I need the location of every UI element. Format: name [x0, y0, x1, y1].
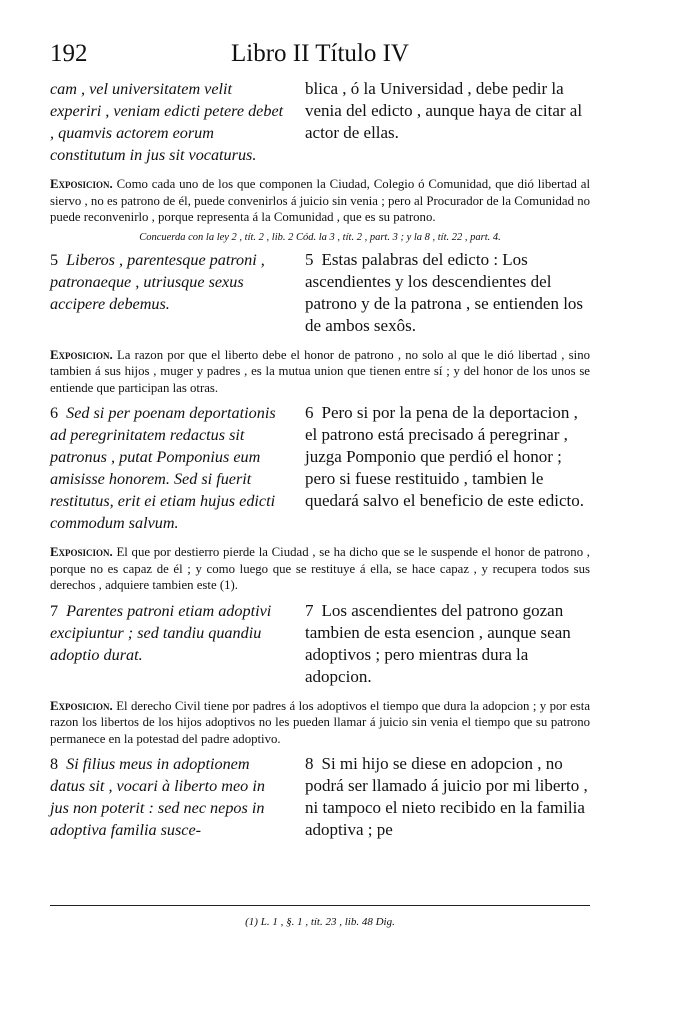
running-title: Libro II Título IV	[231, 40, 409, 67]
footnote: (1) L. 1 , §. 1 , tít. 23 , lib. 48 Dig.	[245, 916, 395, 928]
exposition-label: Exposicion.	[50, 545, 113, 559]
paragraph-number: 6	[305, 403, 314, 422]
exposition-text: El que por destierro pierde la Ciudad , se ha dicho que se le suspende el honor de patrono , porque no es capaz de él ; y como luego que se restituye á ella, se hace capaz , y recupera todos sus derechos , adquiere tambien este (1).	[50, 545, 591, 592]
spanish-text: blica , ó la Universidad , debe pedir la venia del edicto , aunque haya de citar al actor de ellas.	[305, 79, 583, 142]
exposition-text: La razon por que el liberto debe el honor de patrono , no solo al que le dió libertad , sino tambien á sus hijos , muger y padres , es la mutua union que tienen entre sí ; y del honor de los unos se entiende que participan las otras.	[50, 347, 590, 395]
exposition-label: Exposicion.	[50, 177, 113, 191]
paragraph-8	[50, 753, 590, 841]
footnote-divider	[50, 905, 590, 906]
paragraph-number: 7	[50, 601, 59, 620]
paragraph-number: 5	[50, 250, 59, 269]
exposition-text: El derecho Civil tiene por padres á los adoptivos el tiempo que dura la adopcion ; y por esta razon los libertos de los hijos adoptivos no les pueden llamar á juicio sin venia el tiempo que su patrono permanece en la potestad del padre adoptivo.	[50, 698, 590, 746]
exposition	[50, 176, 590, 226]
exposition	[50, 698, 590, 748]
page-number: 192	[50, 40, 88, 67]
exposition-label: Exposicion.	[50, 698, 113, 713]
page	[50, 40, 590, 845]
paragraph-number: 5	[305, 249, 314, 269]
latin-text: Parentes patroni etiam adoptivi excipiuntur ; sed tandiu quandiu adoptio durat.	[50, 601, 272, 664]
concordance-note: Concuerda con la ley 2 , tít. 2 , lib. 2 Cód. la 3 , tít. 2 , part. 3 ; y la 8 , tít. 22 , part. 4.	[139, 231, 501, 243]
paragraph-7	[50, 600, 590, 688]
latin-text: Liberos , parentesque patroni , patronaeque , utriusque sexus accipere debemus.	[50, 250, 265, 313]
paragraph-number: 6	[50, 404, 59, 422]
exposition	[50, 544, 590, 594]
spanish-text: Estas palabras del edicto : Los ascendientes y los descendientes del patrono y de la patrona , se entienden los de ambos sexôs.	[305, 249, 584, 335]
paragraph-number: 7	[305, 600, 314, 620]
latin-text: Sed si per poenam deportationis ad peregrinitatem redactus sit patronus , putat Pomponius eum amisisse honorem. Sed si fuerit restitutus, erit ei etiam hujus edicti commodum salvum.	[50, 404, 276, 532]
continuation-block	[50, 78, 590, 166]
exposition	[50, 347, 590, 397]
paragraph-number: 8	[305, 754, 314, 773]
spanish-text: Los ascendientes del patrono gozan tambien de esta esencion , aunque sean adoptivos ; pero mientras dura la adopcion.	[305, 600, 571, 686]
spanish-text: Pero si por la pena de la deportacion , el patrono está precisado á peregrinar , juzga Pomponio que perdió el honor ; pero si fuese restituido , tambien le quedará salvo el beneficio de este edicto.	[305, 403, 584, 510]
paragraph-6	[50, 402, 590, 534]
spanish-text: Si mi hijo se diese en adopcion , no podrá ser llamado á juicio por mi liberto , ni tampoco el nieto recibido en la familia adoptiva ; pe	[305, 754, 588, 839]
latin-text: Si filius meus in adoptionem datus sit , vocari à liberto meo in jus non poterit : sed nec nepos in adoptiva familia susce-	[50, 755, 265, 839]
paragraph-number: 8	[50, 755, 59, 773]
latin-text: cam , vel universitatem velit experiri , veniam edicti petere debet , quamvis actorem eorum constitutum in jus sit vocaturus.	[50, 80, 284, 164]
exposition-label: Exposicion.	[50, 347, 113, 362]
page-header	[50, 40, 590, 78]
exposition-text: Como cada uno de los que componen la Ciudad, Colegio ó Comunidad, que dió libertad al siervo , no es patrono de él, puede convenirlos á juicio sin venia ; pero al Procurador de la Comunidad no puede reconvenirlo , porque representa á la Comunidad , que es su patrono.	[50, 177, 590, 224]
paragraph-5	[50, 249, 590, 337]
